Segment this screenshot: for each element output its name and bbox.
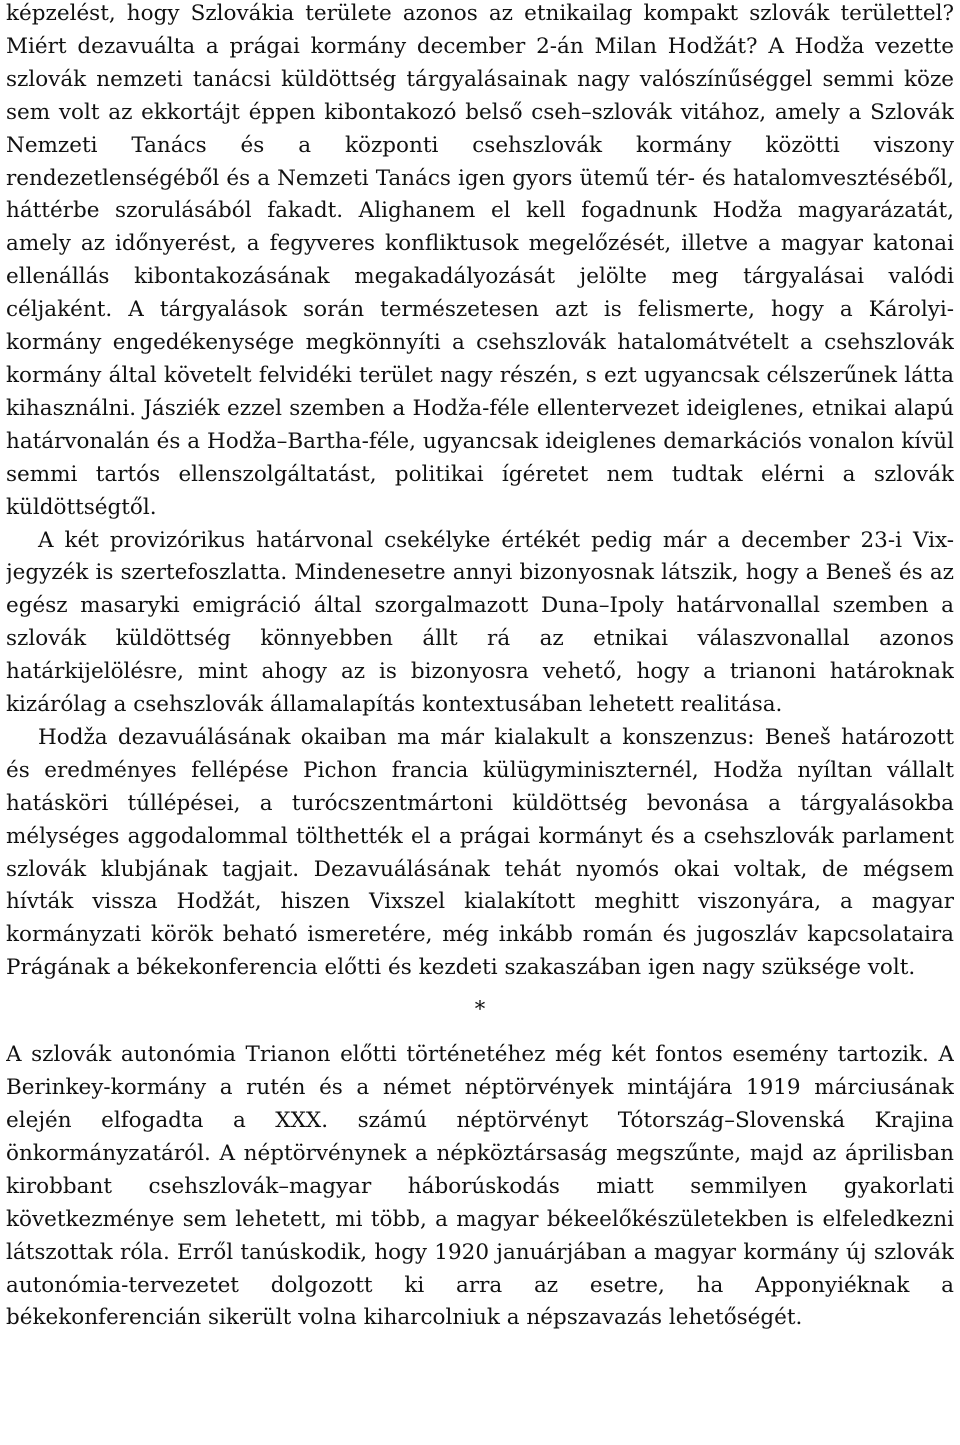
document-page (6, 0, 954, 1445)
paragraph-3: Hodža dezavuálásának okaiban ma már kialakult a konszenzus: Beneš határozott és eredményes fellépése Pichon francia külügyminiszternél, Hodža nyíltan vállalt hatásköri túllépései, a turócszentmártoni küldöttség bevonása a tárgyalásokba mélységes aggodalommal tölthették el a prágai kormányt és a csehszlovák parlament szlovák klubjának tagjait. Dezavuálásának tehát nyomós okai voltak, de mégsem hívták vissza Hodžát, hiszen Vixszel kialakított meghitt viszonyára, a magyar kormányzati körök beható ismeretére, még inkább román és jugoszláv kapcsolataira Prágának a békekonferencia előtti és kezdeti szakaszában igen nagy szüksége volt. (6, 724, 954, 981)
paragraph-4: A szlovák autonómia Trianon előtti történetéhez még két fontos esemény tartozik. A Berinkey-kormány a rutén és a német néptörvények mintájára 1919 márciusának elején elfogadta a XXX. számú néptörvényt Tótország–Slovenská Krajina önkormányzatáról. A néptörvénynek a népköztársaság megszűnte, majd az áprilisban kirobbant csehszlovák–magyar háborúskodás miatt semmilyen gyakorlati következménye sem lehetett, mi több, a magyar békeelőkészületekben is elfeledkezni látszottak róla. Erről tanúskodik, hogy 1920 januárjában a magyar kormány új szlovák autonómia-tervezetet dolgozott ki arra az esetre, ha Apponyiéknak a békekonferencián sikerült volna kiharcolniuk a népszavazás lehetőségét. (6, 1042, 954, 1331)
section-separator: * (474, 997, 486, 1022)
paragraph-2: A két provizórikus határvonal csekélyke értékét pedig már a december 23-i Vix-jegyzék is szertefoszlatta. Mindenesetre annyi bizonyosnak látszik, hogy a Beneš és az egész masaryki emigráció által szorgalmazott Duna–Ipoly határvonallal szemben a szlovák küldöttség könnyebben állt rá az etnikai válaszvonallal azonos határkijelölésre, mint ahogy az is bizonyosra vehető, hogy a trianoni határoknak kizárólag a csehszlovák államalapítás kontextusában lehetett realitása. (6, 527, 954, 718)
paragraph-1: képzelést, hogy Szlovákia területe azonos az etnikailag kompakt szlovák területtel? Miért dezavuálta a prágai kormány december 2-án Milan Hodžát? A Hodža vezette szlovák nemzeti tanácsi küldöttség tárgyalásainak nagy valószínűséggel semmi köze sem volt az ekkortájt éppen kibontakozó belső cseh–szlovák vitához, amely a Szlovák Nemzeti Tanács és a központi csehszlovák kormány közötti viszony rendezetlenségéből és a Nemzeti Tanács igen gyors ütemű tér- és hatalomvesztéséből, háttérbe szorulásából fakadt. Alighanem el kell fogadnunk Hodža magyarázatát, amely az időnyerést, a fegyveres konfliktusok megelőzését, illetve a magyar katonai ellenállás kibontakozásának megakadályozását jelölte meg tárgyalásai valódi céljaként. A tárgyalások során természetesen azt is felismerte, hogy a Károlyi-kormány engedékenysége megkönnyíti a csehszlovák hatalomátvételt a csehszlovák kormány által követelt felvidéki terület nagy részén, s ezt ugyancsak célszerűnek látta kihasználni. Jásziék ezzel szemben a Hodža-féle ellentervezet ideiglenes, etnikai alapú határvonalán és a Hodža–Bartha-féle, ugyancsak ideiglenes demarkációs vonalon kívül semmi tartós ellenszolgáltatást, politikai ígéretet nem tudtak elérni a szlovák küldöttségtől. (6, 1, 954, 520)
